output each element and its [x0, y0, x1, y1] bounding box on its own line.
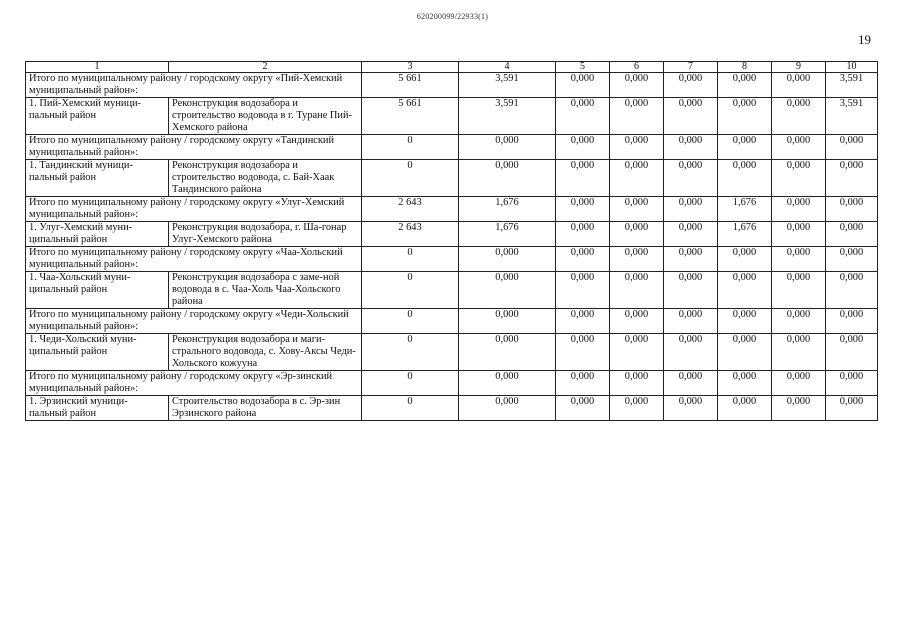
- value-cell: 0: [362, 371, 459, 396]
- value-cell: 0: [362, 334, 459, 371]
- value-cell: 0,000: [826, 247, 878, 272]
- budget-table: [25, 61, 878, 421]
- district-cell: 1. Пий-Хемский муници-пальный район: [26, 98, 169, 135]
- value-cell: 0,000: [610, 309, 664, 334]
- value-cell: 0,000: [718, 371, 772, 396]
- value-cell: 0,000: [610, 396, 664, 421]
- value-cell: 0,000: [772, 73, 826, 98]
- value-cell: 0,000: [664, 309, 718, 334]
- value-cell: 0,000: [772, 272, 826, 309]
- column-header: 10: [826, 62, 878, 73]
- value-cell: 0,000: [556, 160, 610, 197]
- value-cell: 1,676: [459, 197, 556, 222]
- value-cell: 0,000: [459, 371, 556, 396]
- value-cell: 1,676: [718, 222, 772, 247]
- district-cell: 1. Эрзинский муници-пальный район: [26, 396, 169, 421]
- header-row: [26, 62, 878, 73]
- project-cell: Реконструкция водозабора и строительство водовода, с. Бай-Хаак Тандинского района: [169, 160, 362, 197]
- district-cell: 1. Чеди-Хольский муни-ципальный район: [26, 334, 169, 371]
- value-cell: 0,000: [772, 396, 826, 421]
- value-cell: 0,000: [610, 371, 664, 396]
- value-cell: 0,000: [772, 197, 826, 222]
- value-cell: 2 643: [362, 197, 459, 222]
- project-cell: Реконструкция водозабора с заме-ной водовода в с. Чаа-Холь Чаа-Хольского района: [169, 272, 362, 309]
- column-header: 4: [459, 62, 556, 73]
- value-cell: 0,000: [664, 247, 718, 272]
- value-cell: 2 643: [362, 222, 459, 247]
- value-cell: 0,000: [610, 247, 664, 272]
- value-cell: 0,000: [826, 160, 878, 197]
- value-cell: 0,000: [610, 135, 664, 160]
- total-row: [26, 309, 878, 334]
- value-cell: 0,000: [718, 247, 772, 272]
- project-cell: Реконструкция водозабора и маги-стрального водовода, с. Хову-Аксы Чеди-Хольского кожууна: [169, 334, 362, 371]
- project-row: [26, 334, 878, 371]
- value-cell: 0,000: [556, 309, 610, 334]
- column-header: 6: [610, 62, 664, 73]
- value-cell: 0,000: [826, 135, 878, 160]
- value-cell: 0,000: [610, 222, 664, 247]
- value-cell: 0,000: [556, 272, 610, 309]
- total-label: Итого по муниципальному району / городскому округу «Пий-Хемский муниципальный район»:: [26, 73, 362, 98]
- value-cell: 0,000: [556, 334, 610, 371]
- value-cell: 0,000: [718, 272, 772, 309]
- project-row: [26, 98, 878, 135]
- value-cell: 0: [362, 135, 459, 160]
- value-cell: 0: [362, 247, 459, 272]
- project-row: [26, 396, 878, 421]
- page-number: 19: [858, 32, 871, 47]
- value-cell: 0,000: [718, 309, 772, 334]
- project-row: [26, 222, 878, 247]
- value-cell: 0,000: [718, 98, 772, 135]
- value-cell: 0,000: [772, 135, 826, 160]
- total-row: [26, 135, 878, 160]
- table-body: [26, 73, 878, 421]
- value-cell: 0,000: [772, 309, 826, 334]
- district-cell: 1. Улуг-Хемский муни-ципальный район: [26, 222, 169, 247]
- value-cell: 0,000: [718, 135, 772, 160]
- value-cell: 0,000: [772, 334, 826, 371]
- total-label: Итого по муниципальному району / городскому округу «Чаа-Хольский муниципальный район»:: [26, 247, 362, 272]
- value-cell: 0,000: [664, 197, 718, 222]
- total-label: Итого по муниципальному району / городскому округу «Чеди-Хольский муниципальный район»:: [26, 309, 362, 334]
- value-cell: 0,000: [556, 98, 610, 135]
- total-row: [26, 247, 878, 272]
- value-cell: 0,000: [718, 73, 772, 98]
- value-cell: 0,000: [610, 197, 664, 222]
- value-cell: 0,000: [459, 334, 556, 371]
- total-label: Итого по муниципальному району / городскому округу «Эр-зинский муниципальный район»:: [26, 371, 362, 396]
- value-cell: 0,000: [826, 197, 878, 222]
- value-cell: 0,000: [664, 334, 718, 371]
- value-cell: 0,000: [556, 197, 610, 222]
- value-cell: 0,000: [459, 247, 556, 272]
- value-cell: 0,000: [826, 371, 878, 396]
- column-header: 5: [556, 62, 610, 73]
- value-cell: 0,000: [610, 272, 664, 309]
- value-cell: 0,000: [459, 160, 556, 197]
- value-cell: 1,676: [459, 222, 556, 247]
- value-cell: 0,000: [556, 222, 610, 247]
- value-cell: 0,000: [459, 272, 556, 309]
- project-row: [26, 160, 878, 197]
- value-cell: 0,000: [664, 160, 718, 197]
- value-cell: 0,000: [772, 222, 826, 247]
- value-cell: 0,000: [610, 73, 664, 98]
- value-cell: 0,000: [664, 222, 718, 247]
- value-cell: 0,000: [826, 222, 878, 247]
- column-header: 2: [169, 62, 362, 73]
- value-cell: 0,000: [718, 334, 772, 371]
- value-cell: 0,000: [556, 396, 610, 421]
- total-row: [26, 73, 878, 98]
- value-cell: 0: [362, 272, 459, 309]
- value-cell: 3,591: [826, 73, 878, 98]
- value-cell: 0,000: [826, 272, 878, 309]
- value-cell: 0,000: [772, 247, 826, 272]
- value-cell: 0,000: [459, 135, 556, 160]
- project-cell: Реконструкция водозабора и строительство водовода в г. Туране Пий-Хемского района: [169, 98, 362, 135]
- value-cell: 0,000: [664, 73, 718, 98]
- total-row: [26, 197, 878, 222]
- value-cell: 0,000: [664, 396, 718, 421]
- value-cell: 0,000: [826, 309, 878, 334]
- value-cell: 0,000: [556, 135, 610, 160]
- value-cell: 0,000: [556, 371, 610, 396]
- value-cell: 0,000: [664, 272, 718, 309]
- value-cell: 0,000: [718, 396, 772, 421]
- value-cell: 0,000: [610, 334, 664, 371]
- column-header: 8: [718, 62, 772, 73]
- project-row: [26, 272, 878, 309]
- column-header: 1: [26, 62, 169, 73]
- project-cell: Строительство водозабора в с. Эр-зин Эрзинского района: [169, 396, 362, 421]
- value-cell: 0,000: [664, 371, 718, 396]
- column-header: 7: [664, 62, 718, 73]
- value-cell: 0,000: [610, 98, 664, 135]
- total-row: [26, 371, 878, 396]
- value-cell: 0,000: [772, 160, 826, 197]
- value-cell: 5 661: [362, 73, 459, 98]
- value-cell: 3,591: [826, 98, 878, 135]
- project-cell: Реконструкция водозабора, г. Ша-гонар Улуг-Хемского района: [169, 222, 362, 247]
- value-cell: 0,000: [459, 309, 556, 334]
- value-cell: 0: [362, 160, 459, 197]
- value-cell: 1,676: [718, 197, 772, 222]
- total-label: Итого по муниципальному району / городскому округу «Тандинский муниципальный район»:: [26, 135, 362, 160]
- value-cell: 0,000: [664, 135, 718, 160]
- value-cell: 0,000: [772, 98, 826, 135]
- value-cell: 0,000: [556, 247, 610, 272]
- value-cell: 0,000: [826, 396, 878, 421]
- value-cell: 0: [362, 309, 459, 334]
- value-cell: 0: [362, 396, 459, 421]
- column-header: 9: [772, 62, 826, 73]
- value-cell: 0,000: [772, 371, 826, 396]
- value-cell: 3,591: [459, 98, 556, 135]
- value-cell: 0,000: [556, 73, 610, 98]
- district-cell: 1. Тандинский муници-пальный район: [26, 160, 169, 197]
- district-cell: 1. Чаа-Хольский муни-ципальный район: [26, 272, 169, 309]
- value-cell: 0,000: [664, 98, 718, 135]
- document-code: 620200099/22933(1): [416, 12, 489, 21]
- value-cell: 0,000: [610, 160, 664, 197]
- value-cell: 5 661: [362, 98, 459, 135]
- total-label: Итого по муниципальному району / городскому округу «Улуг-Хемский муниципальный район»:: [26, 197, 362, 222]
- value-cell: 0,000: [718, 160, 772, 197]
- value-cell: 3,591: [459, 73, 556, 98]
- value-cell: 0,000: [459, 396, 556, 421]
- value-cell: 0,000: [826, 334, 878, 371]
- column-header: 3: [362, 62, 459, 73]
